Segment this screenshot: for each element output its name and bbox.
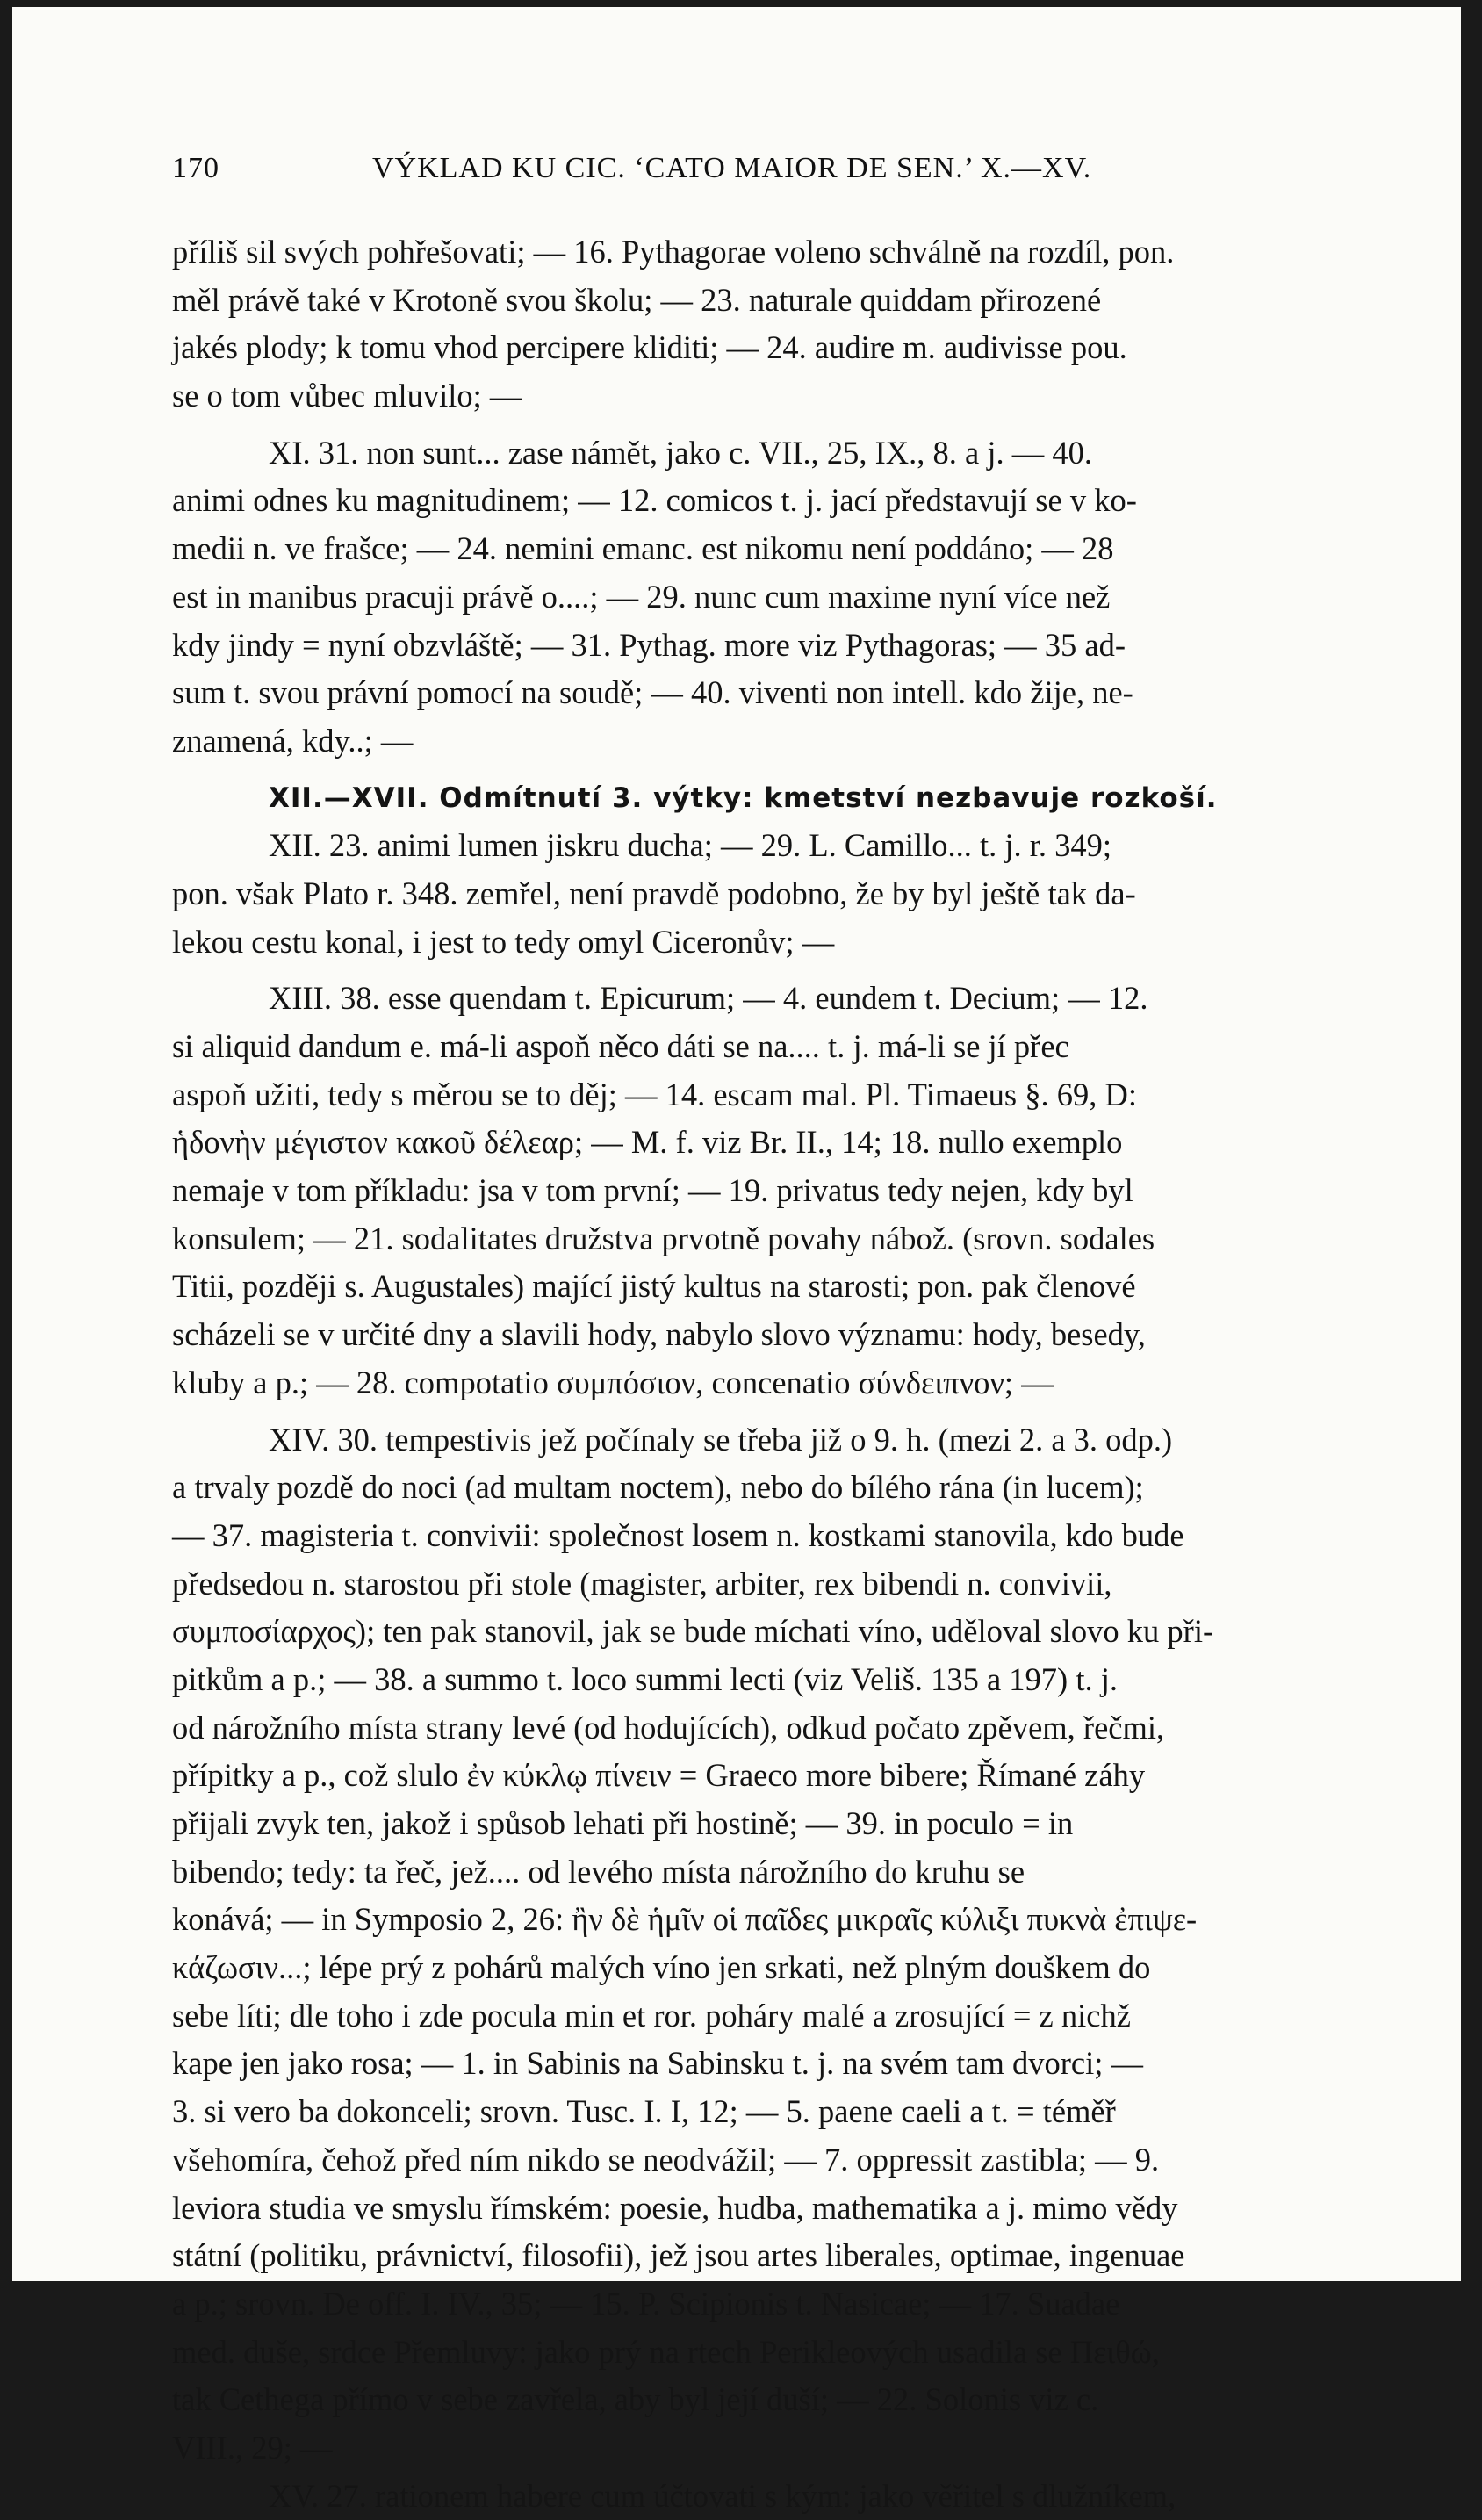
- text-line: animi odnes ku magnitudinem; — 12. comicos t. j. jací představují se v ko-: [172, 482, 1137, 519]
- text-line: XIII. 38. esse quendam t. Epicurum; — 4. eundem t. Decium; — 12.: [269, 980, 1148, 1017]
- page-number: 170: [172, 152, 219, 184]
- text-line: XV. 27. rationem habere cum účtovati s kým: jako věřitel s dlužníkem,: [269, 2477, 1176, 2514]
- page-body: [172, 228, 1313, 2520]
- text-line: příliš sil svých pohřešovati; — 16. Pythagorae voleno schválně na rozdíl, pon.: [172, 234, 1175, 270]
- text-line: pitkům a p.; — 38. a summo t. loco summi lecti (viz Veliš. 135 a 197) t. j.: [172, 1660, 1118, 1697]
- text-line: a trvaly pozdě do noci (ad multam noctem), nebo do bílého rána (in lucem);: [172, 1469, 1144, 1506]
- text-line: si aliquid dandum e. má-li aspoň něco dáti se na.... t. j. má-li se jí přec: [172, 1028, 1069, 1064]
- text-line: znamená, kdy..; —: [172, 722, 414, 759]
- text-line: všehomíra, čehož před ním nikdo se neodvážil; — 7. oppressit zastibla; — 9.: [172, 2141, 1160, 2178]
- text-line: XII. 23. animi lumen jiskru ducha; — 29. L. Camillo... t. j. r. 349;: [269, 827, 1112, 864]
- text-line: konsulem; — 21. sodalitates družstva prvotně povahy nábož. (srovn. sodales: [172, 1220, 1155, 1256]
- text-line: se o tom vůbec mluvilo; —: [172, 378, 522, 414]
- text-line: leviora studia ve smyslu římském: poesie, hudba, mathematika a j. mimo vědy: [172, 2189, 1178, 2226]
- text-line: aspoň užiti, tedy s měrou se to děj; — 14. escam mal. Pl. Timaeus §. 69, D:: [172, 1076, 1137, 1112]
- text-line: XI. 31. non sunt... zase námět, jako c. VII., 25, IX., 8. a j. — 40.: [269, 434, 1093, 471]
- text-line: Titii, později s. Augustales) mající jistý kultus na starosti; pon. pak členové: [172, 1268, 1136, 1305]
- text-line: konává; — in Symposio 2, 26: ἢν δὲ ἡμῖν οἱ παῖδες μικραῖς κύλιξι πυκνὰ ἐπιψε-: [172, 1901, 1198, 1938]
- text-line: nemaje v tom příkladu: jsa v tom první; — 19. privatus tedy nejen, kdy byl: [172, 1172, 1133, 1209]
- text-line: jakés plody; k tomu vhod percipere kliditi; — 24. audire m. audivisse pou.: [172, 329, 1127, 366]
- text-line: — 37. magisteria t. convivii: společnost losem n. kostkami stanovila, kdo bude: [172, 1516, 1184, 1553]
- text-line: VIII., 29; —: [172, 2429, 333, 2466]
- text-line: sum t. svou právní pomocí na soudě; — 40. viventi non intell. kdo žije, ne-: [172, 674, 1133, 711]
- text-line: ἡδονὴν μέγιστον κακοῦ δέλεαρ; — M. f. viz Br. II., 14; 18. nullo exemplo: [172, 1124, 1123, 1161]
- text-line: 3. si vero ba dokonceli; srovn. Tusc. I. I, 12; — 5. paene caeli a t. = téměř: [172, 2093, 1116, 2130]
- text-line: XIV. 30. tempestivis jež počínaly se třeba již o 9. h. (mezi 2. a 3. odp.): [269, 1421, 1173, 1458]
- text-line: lekou cestu konal, i jest to tedy omyl Ciceronův; —: [172, 923, 835, 960]
- text-line: od nárožního místa strany levé (od hodujících), odkud počato zpěvem, řečmi,: [172, 1709, 1165, 1746]
- text-line: kluby a p.; — 28. compotatio συμπόσιον, concenatio σύνδειπνον; —: [172, 1364, 1054, 1400]
- text-line: přijali zvyk ten, jakož i spůsob lehati při hostině; — 39. in poculo = in: [172, 1805, 1074, 1841]
- text-line: κάζωσιν...; lépe prý z pohárů malých víno jen srkati, než plným douškem do: [172, 1949, 1151, 1986]
- text-line: přípitky a p., což slulo ἐν κύκλῳ πίνειν = Graeco more bibere; Římané záhy: [172, 1757, 1146, 1794]
- text-line: předsedou n. starostou při stole (magister, arbiter, rex bibendi n. convivii,: [172, 1565, 1112, 1602]
- text-line: pon. však Plato r. 348. zemřel, není pravdě podobno, že by byl ještě tak da-: [172, 875, 1136, 911]
- text-line: scházeli se v určité dny a slavili hody, nabylo slovo významu: hody, besedy,: [172, 1316, 1146, 1353]
- text-line: a p.; srovn. De off. I. IV., 35; — 15. P. Scipionis t. Nasicae; — 17. Suadae: [172, 2285, 1120, 2322]
- text-line: sebe líti; dle toho i zde pocula min et ror. poháry malé a zrosující = z nichž: [172, 1997, 1131, 2034]
- text-line: tak Cethega přímo v sebe zavřela, aby byl její duší; — 22. Solonis viz c.: [172, 2381, 1099, 2418]
- text-line: est in manibus pracuji právě o....; — 29. nunc cum maxime nyní více než: [172, 578, 1111, 615]
- text-line: bibendo; tedy: ta řeč, jež.... od levého místa nárožního do kruhu se: [172, 1853, 1025, 1890]
- text-line: med. duše, srdce Přemluvy: jako prý na rtech Perikleových usadila se Πειθώ,: [172, 2333, 1160, 2370]
- section-heading: XII.—XVII. Odmítnutí 3. výtky: kmetství nezbavuje rozkoší.: [269, 781, 1218, 814]
- text-line: státní (politiku, právnictví, filosofii), jež jsou artes liberales, optimae, ingenuae: [172, 2237, 1185, 2274]
- text-line: συμποσίαρχος); ten pak stanovil, jak se bude míchati víno, uděloval slovo ku při-: [172, 1613, 1214, 1650]
- text-line: měl právě také v Krotoně svou školu; — 23. naturale quiddam přirozené: [172, 281, 1102, 318]
- book-page: [12, 7, 1461, 2514]
- text-line: medii n. ve frašce; — 24. nemini emanc. est nikomu není poddáno; — 28: [172, 530, 1114, 567]
- running-title: VÝKLAD KU CIC. ‘CATO MAIOR DE SEN.’ X.—XV.: [372, 152, 1092, 184]
- text-line: kdy jindy = nyní obzvláště; — 31. Pythag. more viz Pythagoras; — 35 ad-: [172, 626, 1126, 663]
- text-line: kape jen jako rosa; — 1. in Sabinis na Sabinsku t. j. na svém tam dvorci; —: [172, 2045, 1143, 2082]
